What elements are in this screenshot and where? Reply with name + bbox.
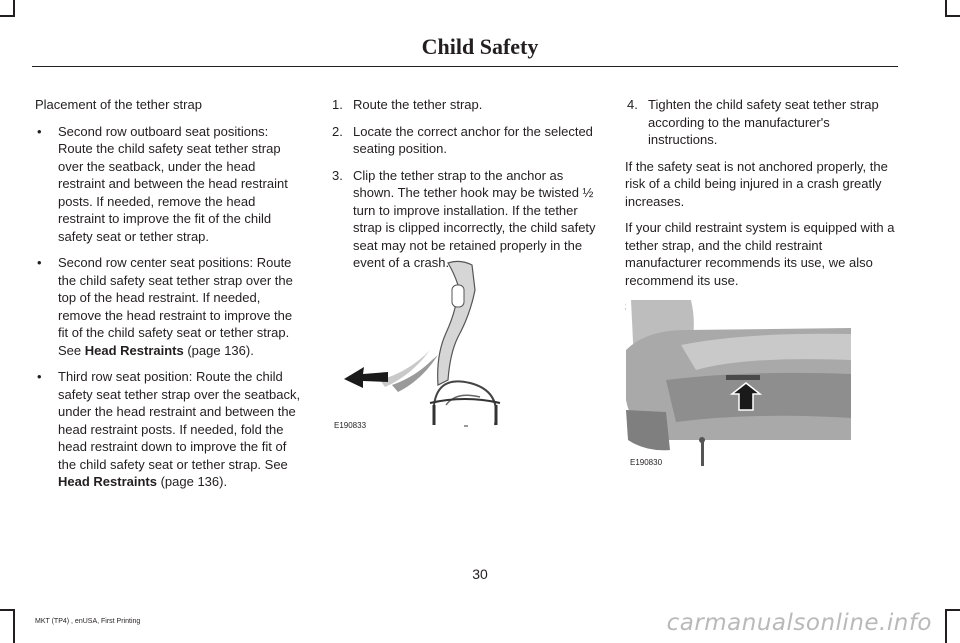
- list-item-text: Second row outboard seat positions: Route the child safety seat tether strap over the seatback, under the head restraint and between the head restraint posts. If needed, remove the head restraint to improve the fit of the child safety seat or tether strap.: [58, 123, 288, 244]
- tether-placement-intro: Placement of the tether strap: [35, 97, 202, 112]
- step-number: 1.: [332, 97, 343, 112]
- column-2: [330, 96, 602, 281]
- crop-mark-top-left-h: [0, 15, 15, 17]
- bullet-marker: •: [37, 123, 42, 139]
- crop-mark-bottom-right-v: [945, 609, 947, 643]
- printing-note: MKT (TP4) , enUSA, First Printing: [35, 618, 141, 625]
- header-rule: [32, 66, 898, 67]
- page-reference: (page 136).: [183, 342, 254, 358]
- bucket-seat-illustration: [626, 300, 856, 468]
- figure-id: E190833: [334, 421, 367, 430]
- column-3: [625, 96, 897, 325]
- column-1: [35, 96, 305, 500]
- crop-mark-bottom-left-v: [13, 609, 15, 643]
- cross-reference-link[interactable]: Head Restraints: [58, 474, 157, 489]
- recommendation-paragraph: If your child restraint system is equipped with a tether strap, and the child restraint manufacturer recommends its use, we also recommend its use.: [625, 220, 895, 288]
- step-number: 2.: [332, 123, 343, 139]
- placement-list: [35, 123, 305, 491]
- crop-mark-bottom-right-h: [945, 609, 960, 611]
- steps-list: [330, 96, 602, 272]
- list-item: [35, 368, 305, 491]
- crop-mark-top-right-h: [945, 15, 960, 17]
- tether-hook-illustration: [330, 255, 505, 430]
- page-number: 30: [472, 566, 488, 582]
- cross-reference-link[interactable]: Head Restraints: [84, 342, 184, 358]
- list-item: [35, 254, 305, 359]
- step-text: Clip the tether strap to the anchor as shown. The tether hook may be twisted ½ turn to improve installation. If the tether strap is clipped incorrectly, the child safety seat may not be retained properly in the event of a crash.: [353, 167, 596, 270]
- step-text: Route the tether strap.: [353, 97, 483, 112]
- step-number: 3.: [332, 167, 343, 183]
- list-item-text: Second row center seat positions: Route the child safety seat tether strap over the top of the head restraint. If needed, remove the head restraint to improve the fit of the child safety seat or tether strap. See: [58, 255, 293, 358]
- step-text: Tighten the child safety seat tether strap according to the manufacturer's instructions.: [648, 97, 879, 147]
- list-item: [625, 96, 897, 149]
- steps-list: [625, 96, 897, 149]
- site-watermark: carmanualsonline.info: [666, 610, 932, 636]
- warning-paragraph: If the safety seat is not anchored properly, the risk of a child being injured in a crash greatly increases.: [625, 158, 888, 209]
- bullet-marker: •: [37, 255, 42, 270]
- step-text: Locate the correct anchor for the selected seating position.: [353, 123, 593, 156]
- crop-mark-bottom-left-h: [0, 609, 15, 611]
- list-item: [330, 123, 602, 158]
- list-item-text: Third row seat position: Route the child safety seat tether strap over the seatback, under the head restraint and between the head restraint posts. If needed, fold the head restraint down to improve the fit of the child safety seat or tether strap. See: [58, 369, 301, 472]
- figure-id: E190830: [630, 458, 663, 467]
- bullet-marker: •: [37, 369, 42, 384]
- page-title: Child Safety: [421, 34, 539, 59]
- list-item: [330, 96, 602, 114]
- step-number: 4.: [627, 97, 638, 112]
- list-item: [35, 123, 305, 246]
- page-reference: (page 136).: [156, 474, 228, 489]
